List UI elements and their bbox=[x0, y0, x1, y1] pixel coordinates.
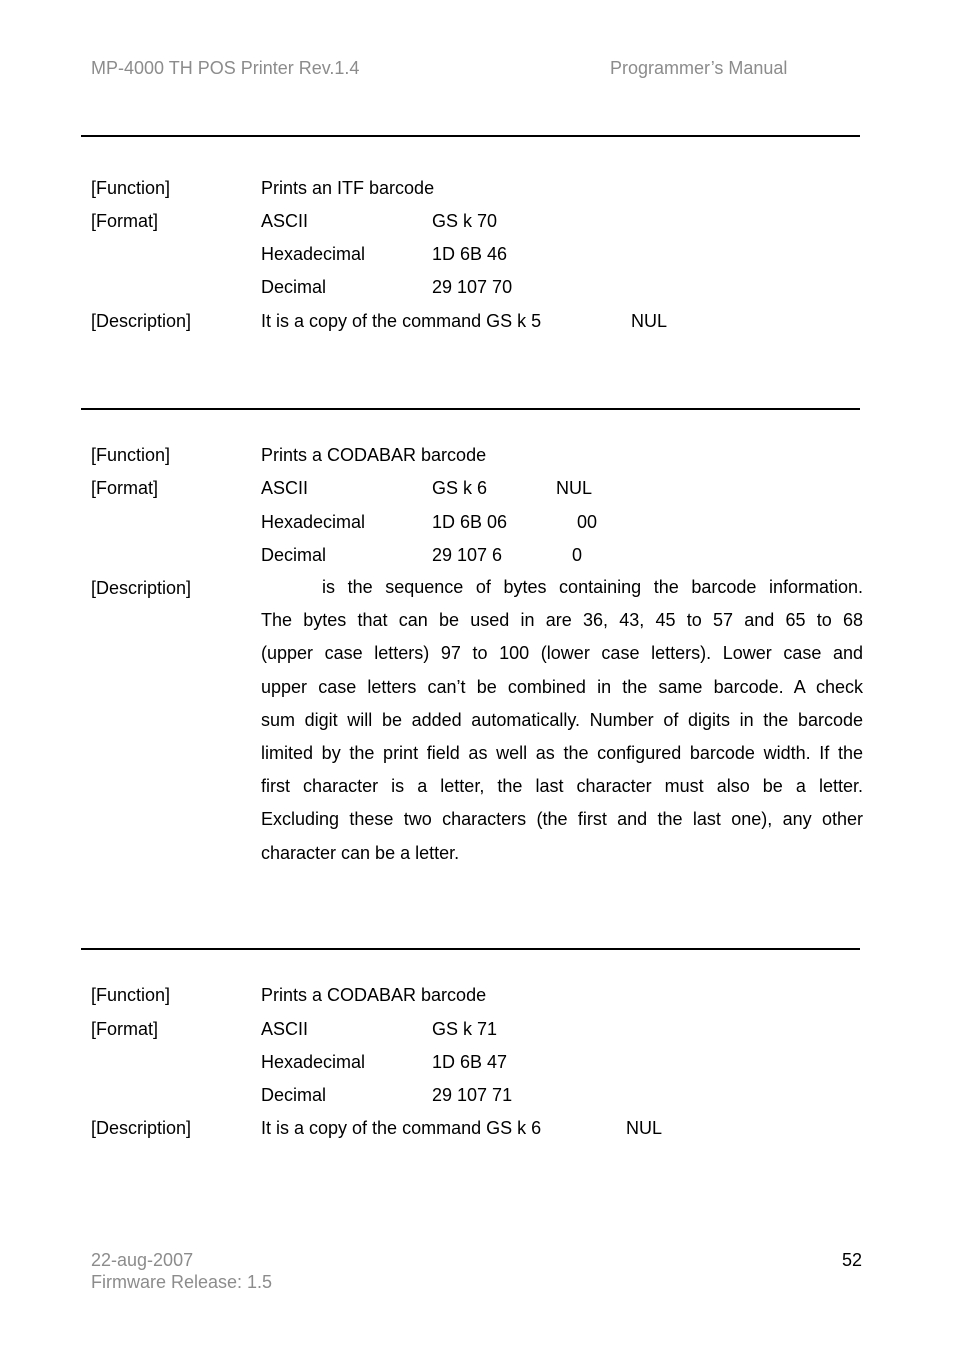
description-line: The bytes that can be used in are 36, 43, 45 to 57 and 65 to 68 bbox=[261, 610, 863, 631]
format-decimal-label: Decimal bbox=[261, 545, 327, 565]
format-ascii-label: ASCII bbox=[261, 211, 309, 231]
description-line: first character is a letter, the last character must also be a letter. bbox=[261, 776, 863, 797]
function-value: Prints a CODABAR barcode bbox=[261, 985, 487, 1005]
description-line: character can be a letter. bbox=[261, 842, 460, 863]
footer-date: 22-aug-2007 bbox=[91, 1250, 194, 1270]
format-decimal-label: Decimal bbox=[261, 1085, 327, 1105]
format-hex-label: Hexadecimal bbox=[261, 512, 366, 532]
format-ascii-value: GS k 71 bbox=[432, 1019, 498, 1039]
header-manual-name: Programmer’s Manual bbox=[610, 58, 788, 78]
format-decimal-label: Decimal bbox=[261, 277, 327, 297]
format-ascii-nul: NUL bbox=[556, 478, 593, 498]
format-hex-label: Hexadecimal bbox=[261, 1052, 366, 1072]
format-label: [Format] bbox=[91, 1019, 159, 1039]
format-decimal-value: 29 107 6 bbox=[432, 545, 503, 565]
format-hex-value: 1D 6B 06 bbox=[432, 512, 508, 532]
format-ascii-label: ASCII bbox=[261, 1019, 309, 1039]
function-label: [Function] bbox=[91, 178, 171, 198]
description-line: Excluding these two characters (the first and the last one), any other bbox=[261, 809, 863, 830]
format-hex-terminator: 00 bbox=[577, 512, 598, 532]
section-divider bbox=[81, 135, 860, 137]
format-ascii-label: ASCII bbox=[261, 478, 309, 498]
description-paragraph bbox=[261, 571, 863, 871]
format-decimal-terminator: 0 bbox=[572, 545, 583, 565]
description-line: limited by the print field as well as the configured barcode width. If the bbox=[261, 743, 863, 763]
description-label: [Description] bbox=[91, 311, 192, 331]
description-label: [Description] bbox=[91, 578, 192, 598]
description-line: is the sequence of bytes containing the barcode information. bbox=[322, 577, 863, 597]
section-divider bbox=[81, 408, 860, 410]
format-decimal-value: 29 107 71 bbox=[432, 1085, 513, 1105]
footer-firmware: Firmware Release: 1.5 bbox=[91, 1272, 273, 1292]
format-ascii-value: GS k 70 bbox=[432, 211, 498, 231]
section-divider bbox=[81, 948, 860, 950]
format-hex-value: 1D 6B 46 bbox=[432, 244, 508, 264]
page-number: 52 bbox=[842, 1250, 863, 1270]
function-value: Prints an ITF barcode bbox=[261, 178, 435, 198]
function-label: [Function] bbox=[91, 985, 171, 1005]
format-hex-value: 1D 6B 47 bbox=[432, 1052, 508, 1072]
description-text: It is a copy of the command GS k 5 bbox=[261, 311, 542, 331]
description-nul: NUL bbox=[631, 311, 668, 331]
format-label: [Format] bbox=[91, 211, 159, 231]
description-label: [Description] bbox=[91, 1118, 192, 1138]
function-label: [Function] bbox=[91, 445, 171, 465]
format-label: [Format] bbox=[91, 478, 159, 498]
format-decimal-value: 29 107 70 bbox=[432, 277, 513, 297]
description-line: upper case letters can’t be combined in the same barcode. A check bbox=[261, 676, 863, 697]
function-value: Prints a CODABAR barcode bbox=[261, 445, 487, 465]
description-line: sum digit will be added automatically. Number of digits in the barcode bbox=[261, 709, 863, 730]
description-text: It is a copy of the command GS k 6 bbox=[261, 1118, 542, 1138]
header-title: MP-4000 TH POS Printer Rev.1.4 bbox=[91, 58, 360, 78]
format-hex-label: Hexadecimal bbox=[261, 244, 366, 264]
format-ascii-value: GS k 6 bbox=[432, 478, 488, 498]
description-line: (upper case letters) 97 to 100 (lower case letters). Lower case and bbox=[261, 643, 863, 664]
description-nul: NUL bbox=[626, 1118, 663, 1138]
